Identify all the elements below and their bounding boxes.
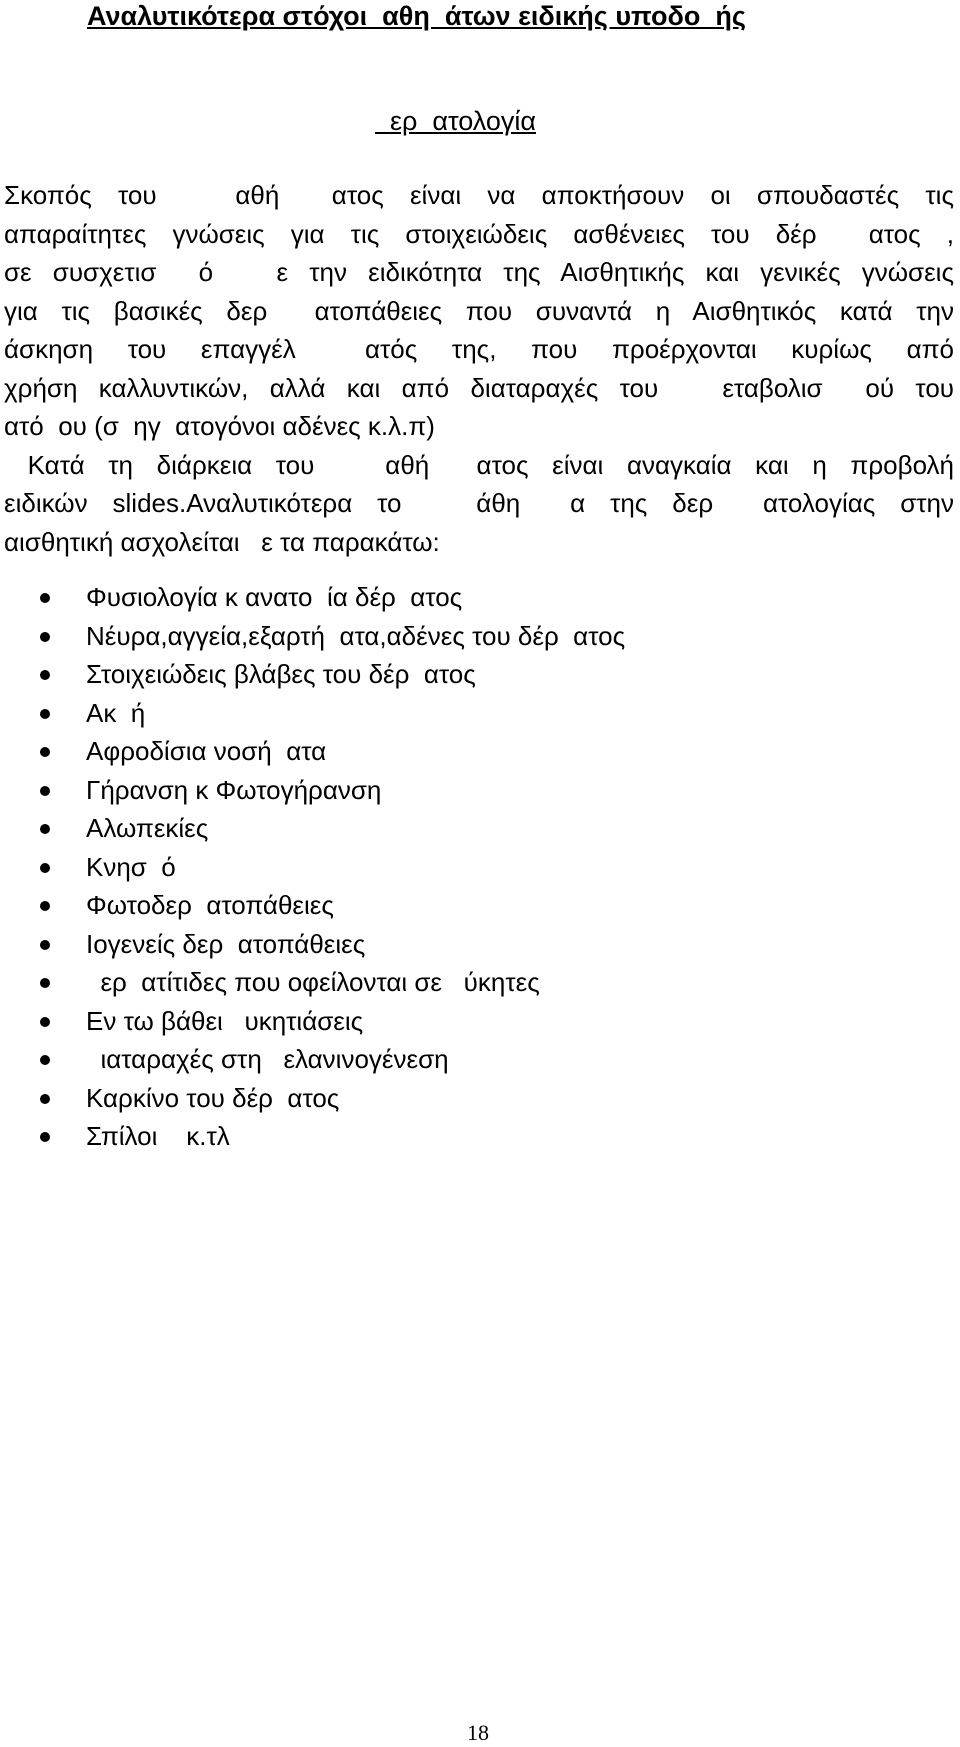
list-item — [40, 1117, 625, 1156]
intro-line: σε συσχετισ ό ε την ειδικότητα της Αισθητικής και γενικές γνώσεις — [4, 257, 954, 287]
bullet-icon — [40, 709, 50, 719]
list-item-label: ιαταραχές στη ελανινογένεση — [86, 1044, 449, 1074]
bullet-icon — [40, 863, 50, 873]
bullet-icon — [40, 1017, 50, 1027]
list-item-label: Κνησ ό — [86, 851, 176, 882]
list-item-label: ερ ατίτιδες που οφείλονται σε ύκητες — [86, 967, 540, 997]
list-item — [40, 886, 625, 925]
list-item — [40, 732, 625, 771]
list-item-label: Ακ ή — [86, 697, 146, 728]
list-item-label: Καρκίνο του δέρ ατος — [86, 1082, 340, 1113]
bullet-icon — [40, 593, 50, 603]
list-item — [40, 1079, 625, 1118]
bullet-icon — [40, 786, 50, 796]
bullet-icon — [40, 901, 50, 911]
section-title: ερ ατολογία — [375, 106, 537, 136]
list-item-label: Ιογενείς δερ ατοπάθειες — [86, 928, 366, 959]
list-item-label: Εν τω βάθει υκητιάσεις — [86, 1005, 364, 1036]
list-item-label: Αλωπεκίες — [86, 813, 209, 843]
list-item — [40, 655, 625, 694]
bullet-icon — [40, 747, 50, 757]
bullet-icon — [40, 670, 50, 680]
list-item-label: Νέυρα,αγγεία,εξαρτή ατα,αδένες του δέρ ατος — [86, 620, 626, 651]
list-item — [40, 578, 625, 617]
bullet-icon — [40, 1055, 50, 1065]
intro-paragraph — [4, 176, 954, 561]
list-item — [40, 963, 625, 1002]
intro-line: Κατά τη διάρκεια του αθή ατος είναι αναγκαία και η προβολή — [4, 449, 954, 480]
list-item — [40, 1040, 625, 1079]
list-item — [40, 925, 625, 964]
intro-line: απαραίτητες γνώσεις για τις στοιχειώδεις ασθένειες του δέρ ατος , — [4, 218, 954, 249]
list-item — [40, 617, 625, 656]
intro-line: αισθητική ασχολείται ε τα παρακάτω: — [4, 526, 440, 557]
intro-line: για τις βασικές δερ ατοπάθειες που συναντά η Αισθητικός κατά την — [4, 295, 954, 326]
page-number: 18 — [467, 1720, 489, 1745]
list-item-label: Σπίλοι κ.τλ — [86, 1121, 230, 1151]
list-item-label: Αφροδίσια νοσή ατα — [86, 736, 327, 766]
intro-line: χρήση καλλυντικών, αλλά και από διαταραχές του εταβολισ ού του — [4, 372, 954, 403]
intro-line: ατό ου (σ ηγ ατογόνοι αδένες κ.λ.π) — [4, 411, 435, 441]
topic-list — [40, 578, 625, 1156]
list-item-label: Στοιχειώδεις βλάβες του δέρ ατος — [86, 659, 476, 689]
bullet-icon — [40, 1132, 50, 1142]
list-item — [40, 694, 625, 733]
bullet-icon — [40, 940, 50, 950]
intro-line: άσκηση του επαγγέλ ατός της, που προέρχονται κυρίως από — [4, 334, 954, 364]
list-item — [40, 809, 625, 848]
list-item — [40, 1002, 625, 1041]
bullet-icon — [40, 824, 50, 834]
intro-line: Σκοπός του αθή ατος είναι να αποκτήσουν οι σπουδαστές τις — [4, 180, 954, 210]
bullet-icon — [40, 632, 50, 642]
list-item-label: Γήρανση κ Φωτογήρανση — [86, 774, 382, 805]
bullet-icon — [40, 1094, 50, 1104]
list-item-label: Φυσιολογία κ ανατο ία δέρ ατος — [86, 582, 463, 612]
list-item — [40, 848, 625, 887]
bullet-icon — [40, 978, 50, 988]
intro-line: ειδικών slides.Αναλυτικότερα το άθη α της δερ ατολογίας στην — [4, 488, 954, 518]
document-title: Αναλυτικότερα στόχοι αθη άτων ειδικής υποδο ής — [87, 1, 746, 31]
list-item — [40, 771, 625, 810]
list-item-label: Φωτοδερ ατοπάθειες — [86, 890, 334, 920]
